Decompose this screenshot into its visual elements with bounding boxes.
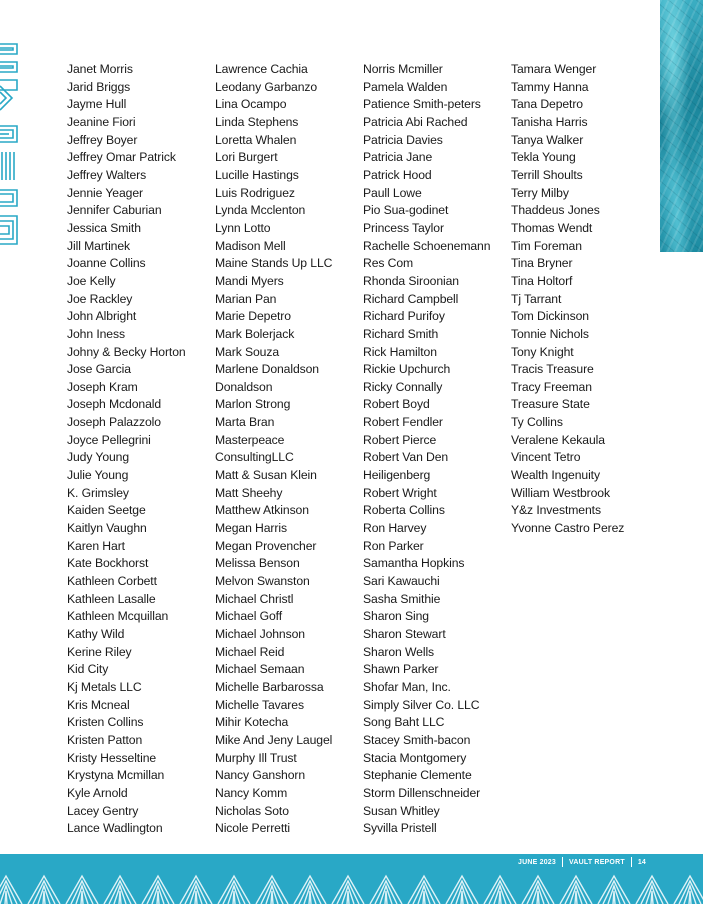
name-entry: Mihir Kotecha	[215, 715, 289, 730]
name-entry: Michelle Barbarossa	[215, 679, 324, 694]
name-entry: Marian Pan	[215, 291, 277, 306]
name-entry: Tom Dickinson	[511, 309, 589, 324]
name-entry: Maine Stands Up LLC	[215, 256, 333, 271]
name-entry: Michael Goff	[215, 609, 282, 624]
name-entry: Julie Young	[67, 468, 129, 483]
name-entry: Tekla Young	[511, 150, 576, 165]
name-entry: Tracy Freeman	[511, 379, 592, 394]
names-column-4	[511, 61, 624, 538]
name-entry: William Westbrook	[511, 485, 610, 500]
name-entry: Kyle Arnold	[67, 785, 128, 800]
name-entry: Leodany Garbanzo	[215, 79, 318, 94]
name-entry: Thaddeus Jones	[511, 203, 600, 218]
name-entry: Tina Bryner	[511, 256, 573, 271]
name-entry: Judy Young	[67, 450, 130, 465]
name-entry: Richard Smith	[363, 326, 439, 341]
name-entry: Samantha Hopkins	[363, 556, 465, 571]
name-entry: Simply Silver Co. LLC	[363, 697, 480, 712]
name-entry: Pio Sua-godinet	[363, 203, 449, 218]
name-entry: K. Grimsley	[67, 485, 129, 500]
name-entry: Donaldson	[215, 379, 273, 394]
name-entry: Marta Bran	[215, 415, 275, 430]
name-entry: Kathleen Mcquillan	[67, 609, 169, 624]
name-entry: Kris Mcneal	[67, 697, 130, 712]
name-entry: Jose Garcia	[67, 362, 131, 377]
name-entry: Tina Holtorf	[511, 273, 573, 288]
name-entry: Mark Souza	[215, 344, 280, 359]
name-entry: Loretta Whalen	[215, 132, 297, 147]
name-entry: Patience Smith-peters	[363, 97, 481, 112]
name-entry: Michael Semaan	[215, 662, 305, 677]
page-footer	[518, 856, 646, 868]
name-entry: Jarid Briggs	[67, 79, 131, 94]
name-entry: Patricia Abi Rached	[363, 114, 468, 129]
name-entry: Matt Sheehy	[215, 485, 283, 500]
name-entry: Krystyna Mcmillan	[67, 768, 165, 783]
name-entry: Jeanine Fiori	[67, 114, 136, 129]
name-entry: Richard Campbell	[363, 291, 459, 306]
name-entry: Storm Dillenschneider	[363, 785, 481, 800]
name-entry: Richard Purifoy	[363, 309, 445, 324]
name-entry: Lynda Mcclenton	[215, 203, 306, 218]
name-entry: Melissa Benson	[215, 556, 300, 571]
name-entry: Tanya Walker	[511, 132, 584, 147]
name-entry: Joseph Mcdonald	[67, 397, 162, 412]
name-entry: Melvon Swanston	[215, 574, 310, 589]
name-entry: Jeffrey Boyer	[67, 132, 138, 147]
name-entry: Kid City	[67, 662, 109, 677]
name-entry: Princess Taylor	[363, 220, 444, 235]
name-entry: Tony Knight	[511, 344, 574, 359]
name-entry: Joe Kelly	[67, 273, 116, 288]
name-entry: Rhonda Siroonian	[363, 273, 459, 288]
name-entry: Mark Bolerjack	[215, 326, 295, 341]
name-entry: Jeffrey Walters	[67, 167, 147, 182]
footer-divider	[631, 857, 632, 867]
name-entry: Susan Whitley	[363, 803, 440, 818]
name-entry: Nicole Perretti	[215, 821, 291, 836]
name-entry: Rachelle Schoenemann	[363, 238, 491, 253]
name-entry: Joyce Pellegrini	[67, 432, 151, 447]
name-entry: Kaitlyn Vaughn	[67, 521, 147, 536]
name-entry: Kristen Collins	[67, 715, 144, 730]
footer-divider	[562, 857, 563, 867]
name-entry: Jill Martinek	[67, 238, 131, 253]
name-entry: Lance Wadlington	[67, 821, 163, 836]
name-entry: Kj Metals LLC	[67, 679, 142, 694]
name-entry: Patricia Jane	[363, 150, 433, 165]
name-entry: Treasure State	[511, 397, 590, 412]
name-entry: Kristy Hesseltine	[67, 750, 157, 765]
name-entry: Jennifer Caburian	[67, 203, 162, 218]
name-entry: Joseph Kram	[67, 379, 138, 394]
name-entry: Tim Foreman	[511, 238, 582, 253]
name-entry: Robert Van Den	[363, 450, 449, 465]
name-entry: Rick Hamilton	[363, 344, 437, 359]
name-entry: Jayme Hull	[67, 97, 127, 112]
name-entry: Thomas Wendt	[511, 220, 593, 235]
name-entry: Kerine Riley	[67, 644, 132, 659]
footer-date: JUNE 2023	[518, 858, 556, 866]
name-entry: Michael Christl	[215, 591, 294, 606]
name-entry: Tonnie Nichols	[511, 326, 589, 341]
name-entry: Tammy Hanna	[511, 79, 589, 94]
name-entry: Lynn Lotto	[215, 220, 271, 235]
name-entry: Kristen Patton	[67, 732, 143, 747]
name-entry: Terrill Shoults	[511, 167, 583, 182]
name-entry: Patricia Davies	[363, 132, 443, 147]
name-entry: Kathy Wild	[67, 627, 125, 641]
name-entry: Linda Stephens	[215, 114, 299, 129]
name-entry: Ron Harvey	[363, 521, 427, 536]
footer-publication: VAULT REPORT	[569, 858, 625, 866]
name-entry: Luis Rodriguez	[215, 185, 295, 200]
name-entry: Joseph Palazzolo	[67, 415, 161, 430]
name-entry: Jessica Smith	[67, 220, 141, 235]
name-entry: Stacey Smith-bacon	[363, 732, 471, 747]
page-number: 14	[637, 858, 646, 866]
name-entry: ConsultingLLC	[215, 450, 294, 465]
name-entry: Robert Fendler	[363, 415, 443, 430]
name-entry: Pamela Walden	[363, 79, 448, 94]
name-entry: Roberta Collins	[363, 503, 445, 518]
name-entry: Michael Johnson	[215, 627, 305, 641]
name-entry: John Iness	[67, 326, 125, 341]
name-entry: Marie Depetro	[215, 309, 291, 324]
name-entry: Joe Rackley	[67, 291, 133, 306]
name-entry: Tanisha Harris	[511, 114, 588, 129]
name-entry: Robert Wright	[363, 485, 437, 500]
name-entry: Wealth Ingenuity	[511, 468, 600, 483]
name-entry: Shawn Parker	[363, 662, 439, 677]
name-entry: Paull Lowe	[363, 185, 422, 200]
names-column-3	[363, 61, 490, 838]
name-entry: Joanne Collins	[67, 256, 146, 271]
name-entry: Madison Mell	[215, 238, 286, 253]
name-entry: Y&z Investments	[511, 503, 601, 518]
name-entry: Sasha Smithie	[363, 591, 441, 606]
name-entry: Ron Parker	[363, 538, 424, 553]
name-entry: Kaiden Seetge	[67, 503, 146, 518]
name-entry: Lawrence Cachia	[215, 62, 308, 76]
names-column-2	[215, 61, 332, 838]
name-entry: Tj Tarrant	[511, 291, 562, 306]
name-entry: Nancy Komm	[215, 785, 288, 800]
name-entry: Stacia Montgomery	[363, 750, 467, 765]
name-entry: Robert Boyd	[363, 397, 430, 412]
name-entry: Res Com	[363, 256, 414, 271]
name-entry: Marlene Donaldson	[215, 362, 319, 377]
name-entry: Matt & Susan Klein	[215, 468, 317, 483]
name-entry: Jennie Yeager	[67, 185, 143, 200]
name-entry: Sharon Wells	[363, 644, 435, 659]
name-entry: Murphy Ill Trust	[215, 750, 297, 765]
name-entry: Sari Kawauchi	[363, 574, 440, 589]
name-entry: Yvonne Castro Perez	[511, 521, 625, 536]
name-entry: Tracis Treasure	[511, 362, 594, 377]
name-entry: Megan Harris	[215, 521, 287, 536]
name-entry: Michael Reid	[215, 644, 285, 659]
name-entry: Lori Burgert	[215, 150, 278, 165]
name-entry: Heiligenberg	[363, 468, 431, 483]
name-entry: Kathleen Corbett	[67, 574, 157, 589]
name-entry: Jeffrey Omar Patrick	[67, 150, 176, 165]
name-entry: John Albright	[67, 309, 137, 324]
name-entry: Lucille Hastings	[215, 167, 299, 182]
name-entry: Nancy Ganshorn	[215, 768, 306, 783]
name-entry: Matthew Atkinson	[215, 503, 309, 518]
donor-names-list	[0, 61, 703, 841]
name-entry: Karen Hart	[67, 538, 125, 553]
name-entry: Mike And Jeny Laugel	[215, 732, 333, 747]
name-entry: Ricky Connally	[363, 379, 443, 394]
name-entry: Stephanie Clemente	[363, 768, 472, 783]
name-entry: Lina Ocampo	[215, 97, 287, 112]
name-entry: Kate Bockhorst	[67, 556, 149, 571]
name-entry: Rickie Upchurch	[363, 362, 451, 377]
name-entry: Kathleen Lasalle	[67, 591, 156, 606]
name-entry: Nicholas Soto	[215, 803, 289, 818]
name-entry: Marlon Strong	[215, 397, 291, 412]
name-entry: Terry Milby	[511, 185, 569, 200]
name-entry: Sharon Stewart	[363, 627, 446, 641]
name-entry: Masterpeace	[215, 432, 285, 447]
name-entry: Shofar Man, Inc.	[363, 679, 451, 694]
name-entry: Vincent Tetro	[511, 450, 581, 465]
name-entry: Tamara Wenger	[511, 62, 597, 76]
name-entry: Tana Depetro	[511, 97, 583, 112]
name-entry: Sharon Sing	[363, 609, 429, 624]
name-entry: Robert Pierce	[363, 432, 437, 447]
name-entry: Megan Provencher	[215, 538, 317, 553]
name-entry: Patrick Hood	[363, 167, 432, 182]
name-entry: Janet Morris	[67, 62, 133, 76]
name-entry: Norris Mcmiller	[363, 62, 443, 76]
name-entry: Veralene Kekaula	[511, 432, 605, 447]
name-entry: Mandi Myers	[215, 273, 284, 288]
name-entry: Ty Collins	[511, 415, 563, 430]
name-entry: Michelle Tavares	[215, 697, 304, 712]
name-entry: Johny & Becky Horton	[67, 344, 186, 359]
name-entry: Lacey Gentry	[67, 803, 139, 818]
name-entry: Song Baht LLC	[363, 715, 445, 730]
name-entry: Syvilla Pristell	[363, 821, 437, 836]
names-column-1	[67, 61, 186, 838]
